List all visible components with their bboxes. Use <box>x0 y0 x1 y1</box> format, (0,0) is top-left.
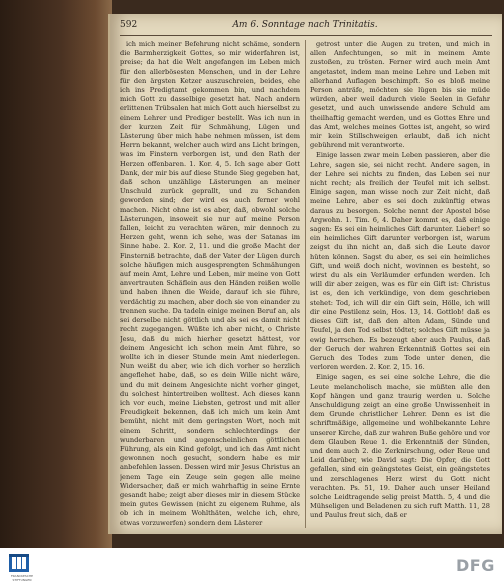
dfg-logo: DFG <box>456 556 495 575</box>
francke-logo-icon <box>6 552 32 574</box>
right-column <box>310 40 490 528</box>
right-paragraph: getrost unter die Augen zu treten, und mich in allen Anfechtungen, so mit in meinem Amte zustoßen, zu trösten. Ferner wird auch mein Amt angetastet, indem man meine Lehre und Leben mit allerhand Auflagen beschimpft. So es bloß meine Person anträfe, möchten sie lügen bis sie müde würden, aber weil dadurch viele Seelen in Gefahr gesetzt, und auch unwissende andere Schuld am theilhaftig gemacht werden, und es Gottes Ehre und das Amt, welches meines Gottes ist, angeht, so wird mir kein Stillschweigen erlaubt, daß ich nicht gebührend mit verantworte. <box>310 40 490 150</box>
running-head <box>120 20 490 34</box>
right-paragraph: Einige sagen, es sei eine solche Lehre, die die Leute melancholisch mache, sie müßten alle den Kopf hängen und ganz traurig werden u. Solche Anschuldigung zeigt an eine große Unwissenheit in dem Grunde christlicher Lehrer. Denn es ist die schriftmäßige, allgemeine und wohlbekannte Lehre unserer Kirche, daß zur wahren Buße gehöre und vor dem Glauben Reue 1. die Erkenntniß der Sünden, und dem auch 2. die Zerknirschung, oder Reue und Leid darüber, wie David sagt: Die Opfer, die Gott gefallen, sind ein geängstetes Geist, ein geängstetes und zerschlagenes Herz wirst du Gott nicht verachten. Ps. 51, 19. Daher auch unser Heiland solche Leidtragende selig preist Matth. 5, 4 und die Mühseligen und Beladenen zu sich ruft Matth. 11, 28 und Paulus freut sich, daß er <box>310 373 490 520</box>
footer-bar <box>0 548 504 584</box>
header-rule <box>120 35 492 36</box>
book-page <box>108 14 502 534</box>
page-title: Am 6. Sonntage nach Trinitatis. <box>232 20 378 30</box>
left-column <box>120 40 300 528</box>
book-spine-edge <box>0 0 112 548</box>
page-number: 592 <box>120 20 138 30</box>
logo-caption: FRANCKESCHE STIFTUNGEN <box>10 574 34 582</box>
left-paragraph: ich mich meiner Befehrung nicht schäme, sondern die Barmherzigkeit Gottes, so mir widerfahren ist, preise; da hat die Welt angefangen im Leben mich für den allerbösesten Menschen, und in der Lehre für den ärgsten Ketzer auszuschreien, beides, ehe ich ins Predigtamt gekommen bin, und nachdem mich Gott zu dasselbige gesetzt hat. Nach andern erlittenen Trübsalen hat mich Gott auch hierselbst zu einem Lehrer und Prediger bestellt. Was ich nun in der kurzen Zeit für Schmähung, Lügen und Lästerung über mich habe nehmen müssen, ist dem Herrn bekannt, welcher auch wird ans Licht bringen, was im Finstern verborgen ist, und den Rath der Herzen offenbaren. 1. Kor. 4, 5. Ich sage aber Gott Dank, der mir bis auf diese Stunde Sieg gegeben hat, daß schon unzählige Lästerungen an meiner Unschuld zurück geprallt, und zu Schanden geworden sind; der wird es auch ferner wohl machen. Nicht ohne ist es aber, daß, obwohl solche Lästerungen, insoweit sie nur auf meine Person fallen, leicht zu verachten wären, mir dennoch zu Herzen geht, wenn ich sehe, was der Satanas im Sinne habe. 2. Kor. 2, 11. und die große Macht der Finsterniß betrachte, daß der Vater der Lügen durch solche häufigen mich ausgesprengten Schmähungen auf mein Amt, Lehre und Leben, mir meine von Gott anvertrauten Schäflein aus den Händen reißen wolle und haben ihnen die Weide, darauf ich sie führe, verdächtig zu machen, aber doch sie von einander zu trennen suche. Da tadeln einige meinen Beruf an, als sei derselbe nicht göttlich und als sei es damit nicht recht zugegangen. Wüßte ich aber nicht, o Christe Jesu, daß du mich hierher gesetzt hättest, vor deinem Angesicht ich schon mein Amt führe, so wollte ich in dieser Stunde mein Amt niederlegen. Nun weißt du aber, wie ich dich vorher so herzlich angeflehet habe, daß, so es dein Wille nicht wäre, und du mit deinem Angesichte nicht vorher ginget, du solchest hintertreiben wolltest. Ach dieses kann ich vor euch, meine Liebsten, getrost und mit aller Freudigkeit bekennen, daß ich mich um kein Amt bemüht, nicht mit dem geringsten Wort, noch mit einem Schritt, sondern schlechterdings der wunderbaren und augenscheinlichen göttlichen Führung, als ein Kind gefolgt, und ich das Amt nicht gewonnen noch gesucht, sondern habe es mir anbefehlen lassen. Dessen wird mir Jesus Christus an jenem Tage ein Zeuge sein gegen alle meine Widersacher, daß er mich wahrhaftig in seine Ernte gesandt habe; zeigt aber dieses mir in diesem Stücke mein gutes Gewissen (nicht zu eigenem Ruhme, als ob ich in meinem Wohlthäten, welche ich, ehre, etwas vorzuwerfen) sondern dem Lästerer <box>120 40 300 527</box>
column-divider <box>305 40 306 528</box>
right-paragraph: Einige lassen zwar mein Leben passieren, aber die Lehre, sagen sie, sei nicht recht. Andere sagen, in der Lehre sei nichts zu finden, das Leben sei nur nicht recht; als freilich der Teufel mit ich selbst. Einige sagen, man wisse noch zur Zeit nicht, daß meine Lehre, aber es sei doch zukünftig etwas daraus zu besorgen. Solche nennt der Apostel böse Argwohn. 1. Tim. 6, 4. Daher kommt es, daß einige sagen: Es sei ein heimliches Gift darunter. Lieber! so ein heimliches Gift darunter verborgen ist, warum zeigst du ihn nicht an, daß sich die Leute davor hüten können. Sagst du aber, es sei ein heimliches Gift, und weiß doch nicht, wovinnen es besteht, so wirst du als ein Verläumder erfunden werden. Ich will dir aber zeigen, was es für ein Gift ist: Christus ist es, den ich verkündige, von dem geschrieben stehet: Tod, ich will dir ein Gift sein, Hölle, ich will dir eine Pestilenz sein, Hos. 13, 14. Gottlob! daß es dieses Gift ist, daß den alten Adam, Sünde und Teufel, ja den Tod selbst tödtet; solches Gift müsse ja ewig herrschen. Es bezeugt aber auch Paulus, daß der Geruch der wahren Erkenntniß Gottes sei ein Geruch des Todes zum Tode unter denen, die verloren werden. 2. Kor. 2, 15. 16. <box>310 151 490 372</box>
